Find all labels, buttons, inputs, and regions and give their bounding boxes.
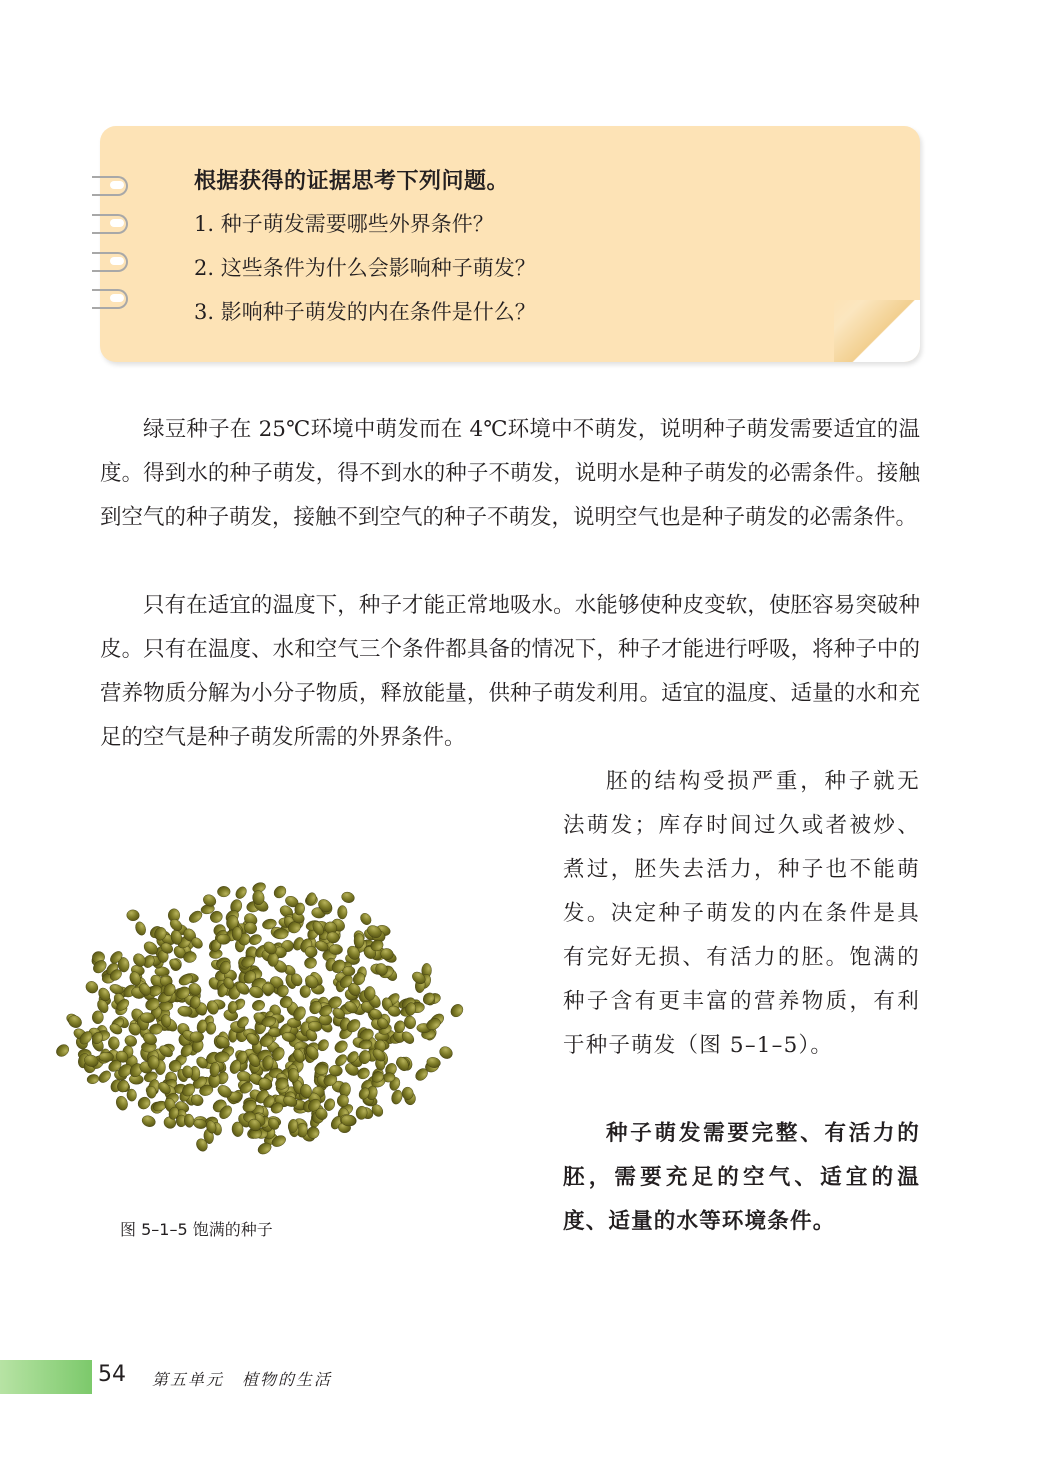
bean-shape: [140, 1114, 156, 1129]
bean-shape: [217, 934, 231, 945]
body-paragraph: 绿豆种子在 25℃环境中萌发而在 4℃环境中不萌发，说明种子萌发需要适宜的温度。得到水的种子萌发，得不到水的种子不萌发，说明水是种子萌发的必需条件。接触到空气的种子萌发，接触不到空气的种子不萌发，说明空气也是种子萌发的必需条件。: [100, 417, 920, 530]
bean-shape: [403, 1015, 417, 1030]
bean-shape: [337, 905, 347, 919]
bean-shape: [108, 1036, 121, 1050]
bean-shape: [247, 933, 263, 947]
mung-beans-image: [30, 820, 470, 1200]
question-item: 2. 这些条件为什么会影响种子萌发？: [194, 256, 536, 280]
binder-ring-icon: [92, 289, 128, 309]
side-paragraph: 胚的结构受损严重，种子就无法萌发；库存时间过久或者被炒、煮过，胚失去活力，种子也不能萌发。决定种子萌发的内在条件是具有完好无损、有活力的胚。饱满的种子含有更丰富的营养物质，有利于种子萌发（图 5–1–5）。: [563, 769, 920, 1058]
summary-paragraph: 种子萌发需要完整、有活力的胚，需要充足的空气、适宜的温度、适量的水等环境条件。: [563, 1121, 920, 1234]
bean-shape: [332, 1038, 349, 1055]
question-box: [100, 126, 920, 362]
bean-shape: [343, 966, 355, 976]
question-item: 1. 种子萌发需要哪些外界条件？: [194, 212, 494, 236]
bean-shape: [134, 920, 148, 936]
binder-ring-icon: [92, 176, 128, 196]
bean-shape: [300, 986, 311, 998]
page-number: 54: [98, 1362, 126, 1387]
bean-shape: [126, 909, 139, 921]
bean-shape: [54, 1042, 71, 1059]
figure-caption: 图 5–1–5 饱满的种子: [120, 1220, 273, 1239]
bean-shape: [448, 1002, 465, 1019]
body-paragraph: 只有在适宜的温度下，种子才能正常地吸水。水能够使种皮变软，使胚容易突破种皮。只有在温度、水和空气三个条件都具备的情况下，种子才能进行呼吸，将种子中的营养物质分解为小分子物质，释放能量，供种子萌发利用。适宜的温度、适量的水和充足的空气是种子萌发所需的外界条件。: [100, 593, 920, 750]
bean-shape: [232, 927, 242, 941]
bean-shape: [358, 911, 373, 927]
bean-shape: [84, 979, 101, 996]
bean-shape: [92, 1011, 103, 1024]
bean-shape: [206, 1022, 216, 1035]
bean-shape: [167, 957, 182, 972]
bean-shape: [86, 1073, 100, 1084]
question-box-title: 根据获得的证据思考下列问题。: [194, 169, 510, 194]
bean-shape: [272, 884, 289, 901]
bean-shape: [303, 956, 317, 970]
question-item: 3. 影响种子萌发的内在条件是什么？: [194, 300, 536, 324]
page-curl-decoration: [834, 300, 920, 362]
bean-shape: [99, 1052, 114, 1062]
bean-shape: [354, 933, 364, 948]
binder-ring-icon: [92, 252, 128, 272]
bean-shape: [340, 891, 355, 905]
bean-shape: [437, 1044, 454, 1061]
bean-shape: [390, 1089, 404, 1106]
bean-shape: [234, 885, 249, 901]
bean-shape: [217, 886, 230, 897]
unit-title: 第五单元 植物的生活: [152, 1370, 333, 1389]
footer-color-bar: [0, 1360, 92, 1394]
bean-shape: [251, 999, 266, 1012]
bean-shape: [364, 986, 375, 1000]
bean-shape: [314, 1063, 328, 1074]
binder-ring-icon: [92, 214, 128, 234]
